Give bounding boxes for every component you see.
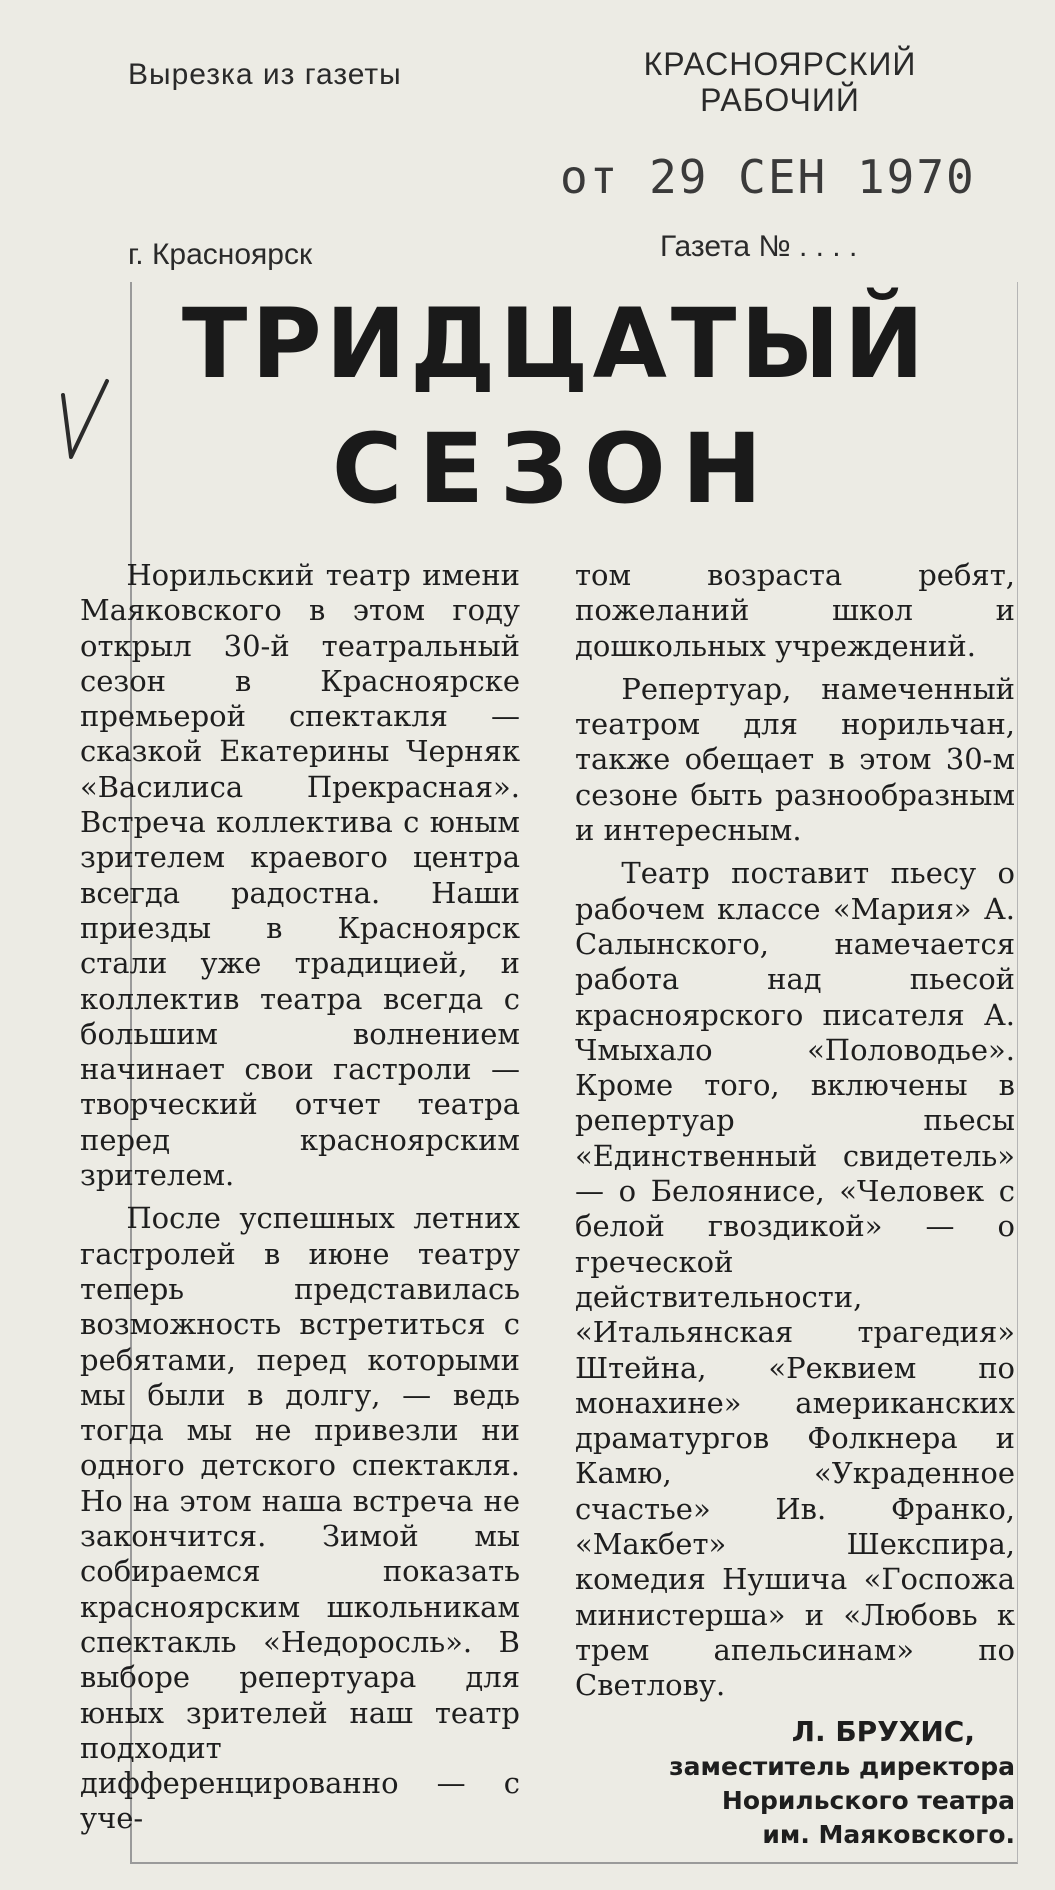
- left-column: [80, 558, 520, 1852]
- newspaper-number: Газета № . . . .: [660, 230, 858, 263]
- headline-line1: ТРИДЦАТЫЙ: [181, 288, 929, 400]
- city-label: г. Красноярск: [128, 238, 313, 271]
- newspaper-name-line1: КРАСНОЯРСКИЙ: [643, 46, 917, 82]
- paragraph: Театр поставит пьесу о рабочем классе «Мария» А. Салынского, намечается работа над пьесой красноярского писателя А. Чмыхало «Половодье». Кроме того, включены в репертуар пьесы «Единственный свидетель» — о Белоянисе, «Человек с белой гвоздикой» — о греческой действительности, «Итальянская трагедия» Штейна, «Реквием по монахине» американских драматургов Фолкнера и Камю, «Украденное счастье» Ив. Франко, «Макбет» Шекспира, комедия Нушича «Госпожа министерша» и «Любовь к трем апельсинам» по Светлову.: [575, 856, 1015, 1703]
- paragraph-continuation: том возраста ребят, пожеланий школ и дошкольных учреждений.: [575, 558, 1015, 663]
- article-headline: [140, 288, 970, 528]
- author-role-line1: заместитель директора: [669, 1751, 1015, 1781]
- author-role-line2: Норильского театра: [721, 1785, 1015, 1815]
- newspaper-name: [600, 46, 960, 118]
- right-column: [575, 558, 1015, 1852]
- checkmark-icon: [55, 375, 115, 465]
- paragraph: После успешных летних гастролей в июне театру теперь представилась возможность встретиться с ребятами, перед которыми мы были в долгу, — ведь тогда мы не привезли ни одного детского спектакля. Но на этом наша встреча не закончится. Зимой мы собираемся показать красноярским школьникам спектакль «Недоросль». В выборе репертуара для юных зрителей наш театр подходит дифференцированно — с уче-: [80, 1201, 520, 1836]
- headline-line2: СЕЗОН: [331, 413, 779, 525]
- author-role-line3: им. Маяковского.: [762, 1819, 1015, 1849]
- paragraph: Репертуар, намеченный театром для норильчан, также обещает в этом 30-м сезоне быть разнообразным и интересным.: [575, 671, 1015, 848]
- paragraph: Норильский театр имени Маяковского в этом году открыл 30-й театральный сезон в Красноярске премьерой спектакля — сказкой Екатерины Черняк «Василиса Прекрасная». Встреча коллектива с юным зрителем краевого центра всегда радостна. Наши приезды в Красноярск стали уже традицией, и коллектив театра всегда с большим волнением начинает свои гастроли — творческий отчет театра перед красноярским зрителем.: [80, 558, 520, 1193]
- date-stamp: от 29 СЕН 1970: [560, 150, 976, 204]
- clipping-label: Вырезка из газеты: [128, 58, 402, 91]
- author-name: Л. БРУХИС,: [791, 1714, 975, 1748]
- author-signature: [575, 1714, 1015, 1852]
- article-body: [80, 558, 1015, 1852]
- newspaper-name-line2: РАБОЧИЙ: [700, 82, 860, 118]
